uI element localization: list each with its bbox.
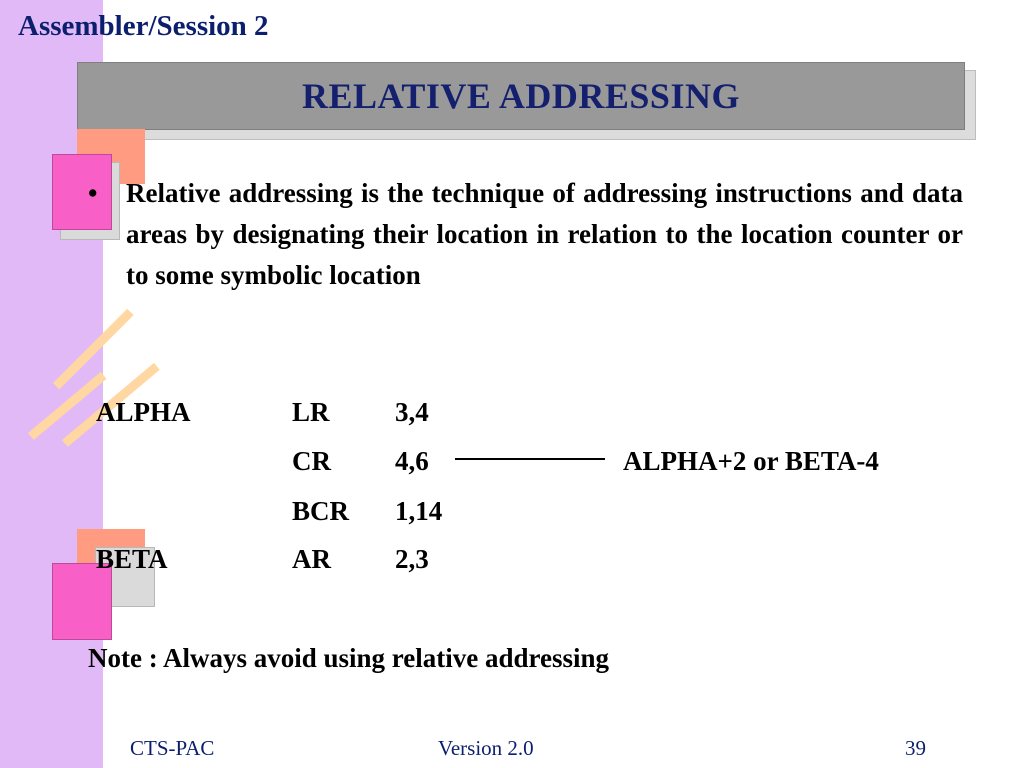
bullet-dot-icon: • [88, 178, 98, 208]
footer-version: Version 2.0 [438, 736, 534, 760]
code-op-cr: CR [292, 446, 331, 476]
note-text: Note : Always avoid using relative addressing [88, 643, 610, 673]
code-op-bcr: BCR [292, 496, 350, 526]
code-operand-1-14: 1,14 [395, 496, 443, 526]
code-op-lr: LR [292, 397, 330, 427]
code-operand-4-6: 4,6 [395, 446, 429, 476]
footer-left: CTS-PAC [130, 736, 215, 760]
bullet-item [88, 173, 963, 296]
code-label-beta: BETA [96, 544, 168, 574]
annotation-line [455, 458, 605, 460]
code-label-alpha: ALPHA [96, 397, 191, 427]
decor-square-pink-bottom [52, 563, 112, 640]
footer-page-number: 39 [905, 736, 926, 760]
code-op-ar: AR [292, 544, 331, 574]
session-header: Assembler/Session 2 [18, 10, 269, 42]
code-annotation: ALPHA+2 or BETA-4 [623, 446, 879, 476]
code-operand-2-3: 2,3 [395, 544, 429, 574]
slide-title: RELATIVE ADDRESSING [302, 76, 740, 116]
title-bar [77, 62, 965, 130]
code-operand-3-4: 3,4 [395, 397, 429, 427]
bullet-text: Relative addressing is the technique of addressing instructions and data areas by designating their location in relation to the location counter or to some symbolic location [126, 178, 963, 290]
